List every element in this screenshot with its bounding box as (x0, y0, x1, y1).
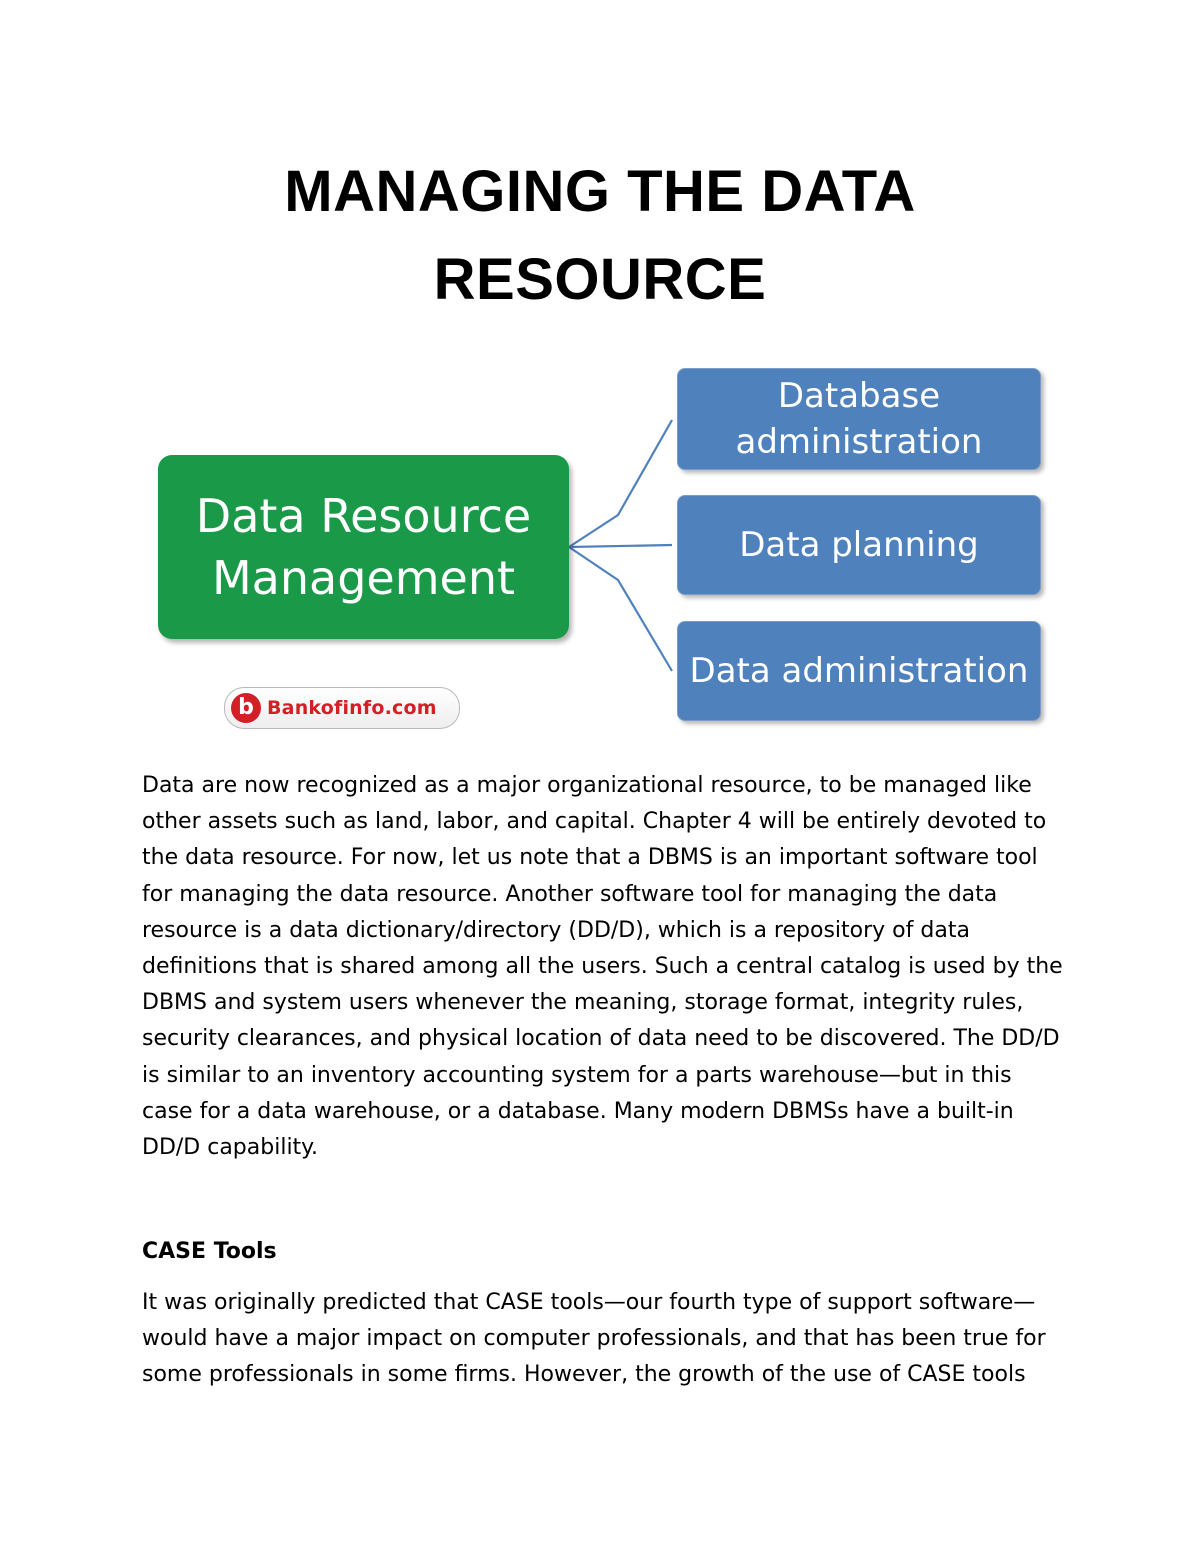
paragraph-data-resource: Data are now recognized as a major organizational resource, to be managed like other assets such as land, labor, and capital. Chapter 4 will be entirely devoted to the data resource. For now, let us note that a DBMS is an important software tool for managing the data resource. Another software tool for managing the data resource is a data dictionary/directory (DD/D), which is a repository of data definitions that is shared among all the users. Such a central catalog is used by the DBMS and system users whenever the meaning, storage format, integrity rules, security clearances, and physical location of data need to be discovered. The DD/D is similar to an inventory accounting system for a parts warehouse—but in this case for a data warehouse, or a database. Many modern DBMSs have a built-in DD/D capability. (142, 773, 1063, 1161)
connector-to-data-administration (569, 547, 672, 671)
data-resource-management-diagram (150, 362, 1050, 734)
diagram-node-data-administration (677, 621, 1041, 721)
page-title (0, 148, 1200, 324)
diagram-node-label: Database administration (735, 376, 983, 462)
bankofinfo-logo-icon: b (231, 693, 261, 723)
connector-to-database-administration (569, 420, 672, 547)
page-title-line-2: RESOURCE (433, 247, 767, 312)
diagram-root-node (158, 455, 569, 639)
diagram-node-label: Data planning (739, 525, 979, 565)
diagram-node-database-administration (677, 368, 1041, 470)
bankofinfo-logo (224, 687, 460, 729)
bankofinfo-logo-text: Bankofinfo.com (267, 697, 437, 719)
connector-to-data-planning (569, 545, 672, 547)
page-title-line-1: MANAGING THE DATA (284, 159, 916, 224)
diagram-root-label: Data Resource Management (195, 489, 532, 605)
diagram-node-data-planning (677, 495, 1041, 595)
section-heading-case-tools: CASE Tools (142, 1239, 277, 1264)
diagram-node-label: Data administration (689, 651, 1029, 691)
paragraph-case-tools: It was originally predicted that CASE tools—our fourth type of support software— would have a major impact on computer professionals, and that has been true for some professionals in some firms. However, the growth of the use of CASE tools (142, 1290, 1046, 1388)
